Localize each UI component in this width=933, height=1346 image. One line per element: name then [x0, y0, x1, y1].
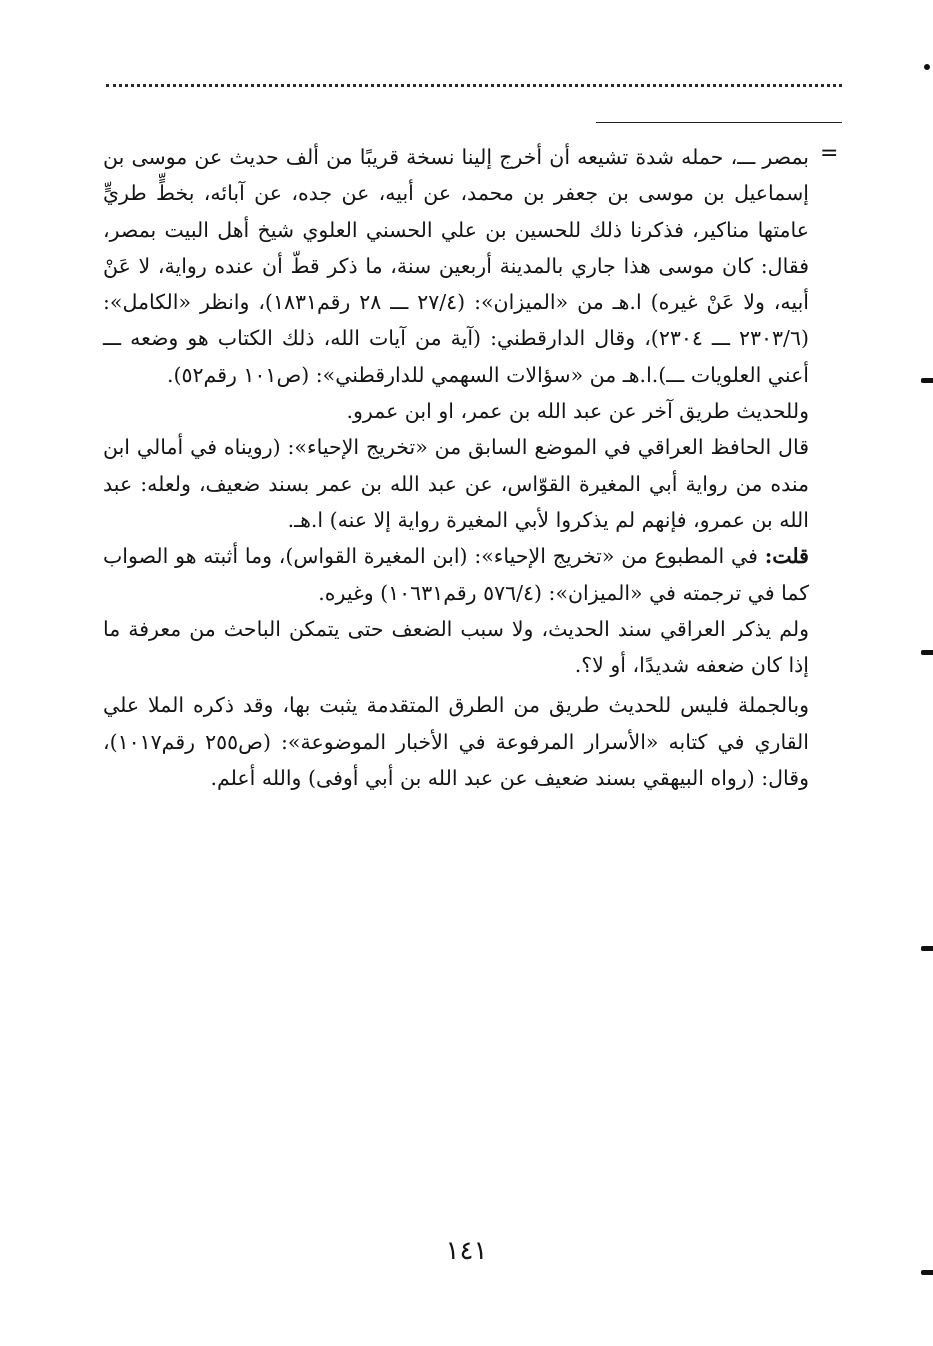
scan-edge-mark	[921, 378, 933, 383]
page-number: ١٤١	[445, 1236, 488, 1266]
footnote-separator-rule	[596, 122, 842, 123]
body-paragraph-1: وللحديث طريق آخر عن عبد الله بن عمر، او ابن عمرو.	[346, 399, 809, 424]
scan-edge-mark	[921, 650, 933, 655]
header-dotted-rule	[106, 84, 842, 87]
body-paragraph-2: قال الحافظ العراقي في الموضع السابق من «تخريج الإحياء»: (رويناه في أمالي ابن منده من رواية أبي المغيرة القوّاس، عن عبد الله بن عمر بسند ضعيف، ولعله: عبد الله بن عمرو، فإنهم لم يذكروا لأبي المغيرة رواية إلا عنه) ا.هـ.	[103, 435, 809, 532]
body-paragraph-3	[103, 538, 809, 611]
body-paragraph-3-text: في المطبوع من «تخريج الإحياء»: (ابن المغيرة القواس)، وما أثبته هو الصواب كما في ترجمته في «الميزان»: (٥٧٦/٤ رقم١٠٦٣١) وغيره.	[103, 544, 809, 605]
footnote-paragraph: بمصر ـــ، حمله شدة تشيعه أن أخرج إلينا نسخة قريبًا من ألف حديث عن موسى بن إسماعيل بن موسى بن جعفر بن محمد، عن أبيه، عن جده، عن آبائه، بخطٍّ طريٍّ عامتها مناكير، فذكرنا ذلك للحسين بن علي الحسني العلوي شيخ أهل البيت بمصر، فقال: كان موسى هذا جاري بالمدينة أربعين سنة، ما ذكر قطّ أن عنده رواية، لا عَنْ أبيه، ولا عَنْ غيره) ا.هـ من «الميزان»: (٢٧/٤ ـــ ٢٨ رقم١٨٣١)، وانظر «الكامل»: (٢٣٠٣/٦ ـــ ٢٣٠٤)، وقال الدارقطني: (آية من آيات الله، ذلك الكتاب هو وضعه ـــ أعني العلويات ـــ).ا.هـ من «سؤالات السهمي للدارقطني»: (ص١٠١ رقم٥٢).	[103, 145, 809, 387]
footnote-continuation-mark: =	[820, 141, 839, 166]
page-text	[103, 139, 809, 796]
scan-edge-mark	[924, 64, 930, 70]
qult-label: قلت:	[764, 544, 809, 569]
scan-edge-mark	[921, 1270, 933, 1275]
scan-edge-mark	[921, 946, 933, 951]
body-paragraph-5: وبالجملة فليس للحديث طريق من الطرق المتقدمة يثبت بها، وقد ذكره الملا علي القاري في كتابه «الأسرار المرفوعة في الأخبار الموضوعة»: (ص٢٥٥ رقم١٠١٧)، وقال: (رواه البيهقي بسند ضعيف عن عبد الله بن أبي أوفى) والله أعلم.	[103, 693, 810, 791]
body-paragraph-4: ولم يذكر العراقي سند الحديث، ولا سبب الضعف حتى يتمكن الباحث من معرفة ما إذا كان ضعفه شديدًا، أو لا؟.	[103, 616, 809, 678]
